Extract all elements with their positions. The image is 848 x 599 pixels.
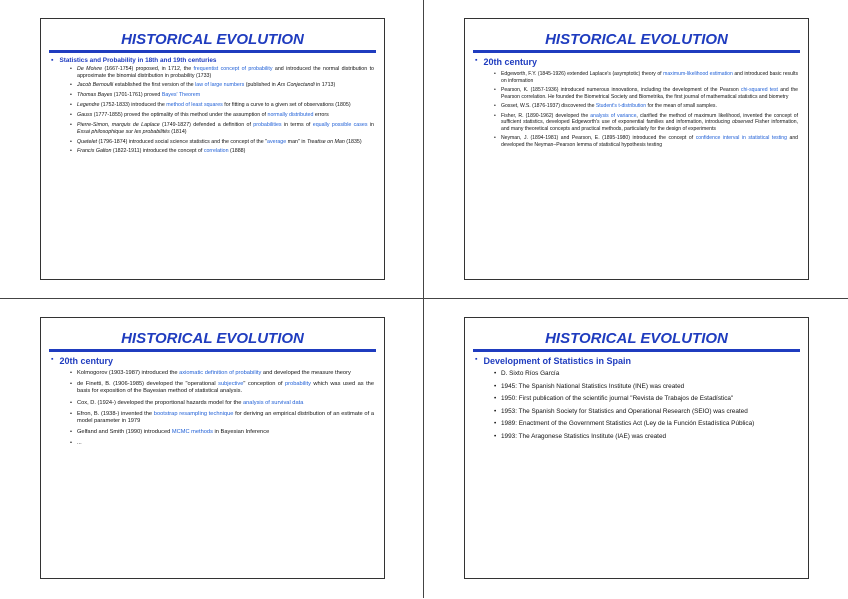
section-heading — [475, 57, 800, 67]
slide-2 — [464, 18, 809, 280]
title-underline — [49, 50, 376, 53]
bullet-icon: ▪ — [51, 57, 54, 64]
item-text: Neyman, J. (1894-1981) and Pearson, E. (1895-1980) introduced the concept of — [501, 135, 696, 141]
item-text: Gelfand and Smith (1990) introduced — [77, 429, 172, 436]
item-text: and developed the measure theory — [261, 370, 351, 376]
item-text: Gosset, W.S. (1876-1937) discovered the — [501, 103, 596, 109]
list-item — [501, 370, 798, 378]
item-text: Fisher information, and many theoretical concepts and practical methods, particularly for the design of experiments — [501, 119, 798, 132]
title-underline — [49, 349, 376, 352]
slide-1 — [40, 18, 385, 280]
list-item — [501, 395, 798, 403]
list-item — [501, 103, 798, 110]
highlighted-term: maximum-likelihood estimation — [663, 71, 733, 77]
item-text: Pierre-Simon, marquis de Laplace — [77, 122, 160, 129]
list-item — [501, 383, 798, 391]
bullet-icon: ▪ — [475, 356, 478, 363]
heading-text: 20th century — [483, 57, 538, 67]
highlighted-term: average — [267, 138, 287, 145]
title-underline — [473, 50, 800, 53]
bullet-list — [465, 71, 808, 148]
highlighted-term: axiomatic definition of probability — [179, 370, 262, 376]
item-text: in terms of — [281, 122, 313, 129]
list-item — [501, 135, 798, 148]
list-item — [77, 370, 374, 377]
item-text: (1777-1855) proved the optimality of this method under the assumption of — [92, 112, 268, 119]
highlighted-term: probabilities — [253, 122, 282, 129]
page-cell-2 — [424, 0, 848, 299]
item-text: 1989: Enactment of the Government Statistics Act (Ley de la Función Estadística Pública) — [501, 420, 755, 427]
highlighted-term: equally possible cases — [312, 122, 368, 129]
item-text: Edgeworth, F.Y. (1845-1926) extended Laplace's (asymptotic) theory of — [501, 71, 664, 77]
slide-title: HISTORICAL EVOLUTION — [545, 330, 728, 347]
list-item — [77, 66, 374, 79]
item-text: Francis Galton — [77, 148, 112, 155]
item-text: Pearson, K. (1857-1936) introduced numerous innovations, including the development of the Pearson — [501, 87, 741, 93]
highlighted-term: analysis of survival data — [242, 399, 304, 406]
item-text: 1950: First publication of the scientific journal "Revista de Trabajos de Estadística" — [501, 395, 734, 402]
slide-3 — [40, 317, 385, 579]
item-text: 1945: The Spanish National Statistics Institute (INE) was created — [501, 382, 685, 390]
item-text: Legendre — [77, 102, 100, 109]
item-text: (1667-1754) proposed, in 1712, the — [102, 66, 194, 72]
item-text: in 1713) — [314, 82, 336, 89]
item-text: for fitting a curve to a given set of observations (1805) — [222, 102, 351, 109]
item-text: ... — [77, 440, 82, 447]
item-text: and introduced basic results on information — [501, 71, 799, 84]
list-item — [501, 433, 798, 441]
list-item — [77, 139, 374, 146]
slide-4 — [464, 317, 809, 579]
page-cell-3 — [0, 299, 424, 598]
section-heading — [475, 356, 800, 366]
item-text: (1822-1911) introduced the concept of — [111, 148, 204, 155]
highlighted-term: MCMC methods — [171, 429, 213, 436]
page-cell-4 — [424, 299, 848, 598]
slide-title: HISTORICAL EVOLUTION — [121, 31, 304, 48]
highlighted-term: law of large numbers — [195, 82, 245, 89]
list-item — [77, 381, 374, 395]
item-text: in Bayesian Inference — [212, 429, 270, 436]
list-item — [501, 420, 798, 428]
highlighted-term: bootstrap resampling technique — [153, 410, 234, 417]
item-text: (1752-1833) introduced the — [99, 102, 167, 109]
item-text: , clarified the method of maximum likelihood, invented the concept of sufficient statistics, developed Edgeworth's use of exponential families and information, introducing — [501, 112, 798, 125]
item-text: Fisher, R. (1890-1962) developed the — [501, 112, 591, 119]
highlighted-term: Bayes' Theorem — [161, 92, 201, 99]
bullet-icon: ▪ — [475, 57, 478, 64]
list-item — [501, 71, 798, 84]
item-text: Ars Conjectandi — [277, 82, 315, 89]
list-item — [77, 400, 374, 407]
item-text: D. Sixto Ríos García — [501, 370, 560, 377]
page-cell-1 — [0, 0, 424, 299]
item-text: established the first version of the — [113, 82, 196, 89]
bullet-list — [465, 370, 808, 441]
item-text: in — [367, 122, 374, 129]
slide-title: HISTORICAL EVOLUTION — [545, 31, 728, 48]
list-item — [501, 113, 798, 133]
list-item — [77, 112, 374, 119]
heading-text: 20th century — [59, 356, 114, 366]
highlighted-term: probability — [284, 381, 311, 388]
highlighted-term: confidence interval in statistical testing — [695, 135, 787, 141]
item-text: (1749-1827) defended a definition of — [159, 122, 254, 129]
item-text: Treatise on Man — [306, 138, 345, 145]
item-text: Efron, B. (1938-) invented the — [77, 410, 154, 417]
highlighted-term: chi-squared test — [740, 87, 778, 93]
item-text: de Finetti, B. (1906-1985) developed the "operational — [77, 381, 219, 388]
highlighted-term: analysis of variance — [590, 112, 637, 119]
section-heading — [51, 57, 376, 64]
item-text: Thomas Bayes — [77, 92, 113, 99]
item-text: 1993: The Aragonese Statistics Institute (IAE) was created — [501, 432, 667, 440]
section-heading — [51, 356, 376, 366]
bullet-icon: ▪ — [51, 356, 54, 363]
list-item — [77, 102, 374, 109]
item-text: errors — [313, 112, 329, 119]
item-text: which was used as the basis for exposition of the Bayesian method of statistical analysis. — [77, 381, 374, 395]
heading-text: Statistics and Probability in 18th and 19th centuries — [59, 57, 217, 64]
item-text: and introduced the normal distribution to approximate the binomial distribution in probability (1733) — [77, 66, 374, 79]
item-text: (1814) — [169, 128, 187, 135]
item-text: De Moivre — [77, 66, 103, 72]
item-text: Cox, D. (1924-) developed the proportional hazards model for the — [77, 399, 243, 406]
item-text: man" in — [286, 138, 307, 145]
item-text: Quetelet — [77, 138, 98, 145]
highlighted-term: Student's t-distribution — [595, 103, 647, 109]
slide-title: HISTORICAL EVOLUTION — [121, 330, 304, 347]
item-text: " conception of — [243, 381, 285, 388]
item-text: observed — [732, 119, 754, 125]
highlighted-term: correlation — [203, 148, 229, 155]
list-item — [77, 148, 374, 155]
highlighted-term: normally distributed — [267, 112, 314, 119]
item-text: (1835) — [344, 138, 362, 145]
heading-text: Development of Statistics in Spain — [483, 356, 632, 366]
list-item — [501, 408, 798, 416]
highlighted-term: subjective — [218, 381, 244, 388]
highlighted-term: method of least squares — [166, 102, 223, 109]
item-text: Gauss — [77, 112, 93, 119]
bullet-list — [41, 66, 384, 155]
highlighted-term: frequentist concept of probability — [193, 66, 273, 72]
list-item — [77, 122, 374, 135]
item-text: for the mean of small samples. — [646, 103, 717, 109]
item-text: (published in — [244, 82, 278, 89]
item-text: (1796-1874) introduced social science statistics and the concept of the " — [97, 138, 268, 145]
list-item — [77, 82, 374, 89]
list-item — [77, 411, 374, 425]
item-text: (1701-1761) proved — [112, 92, 162, 99]
item-text: Jacob Bernoulli — [77, 82, 114, 89]
item-text: Kolmogorov (1903-1987) introduced the — [77, 370, 180, 376]
list-item — [77, 429, 374, 436]
list-item — [77, 440, 374, 447]
title-underline — [473, 349, 800, 352]
item-text: 1953: The Spanish Society for Statistics and Operational Research (SEIO) was created — [501, 407, 748, 415]
item-text: (1888) — [228, 148, 246, 155]
item-text: and the Pearson correlation. He founded the Biometrical Society and Biometrika, the first journal of mathematical statistics and biometry — [501, 87, 798, 100]
bullet-list — [41, 370, 384, 448]
list-item — [77, 92, 374, 99]
item-text: Essai philosophique sur les probabilités — [77, 128, 170, 135]
item-text: for deriving an empirical distribution of an estimate of a model parameter in 1979 — [77, 410, 375, 425]
item-text: and developed the Neyman–Pearson lemma of statistical hypothesis testing — [501, 135, 798, 148]
list-item — [501, 87, 798, 100]
